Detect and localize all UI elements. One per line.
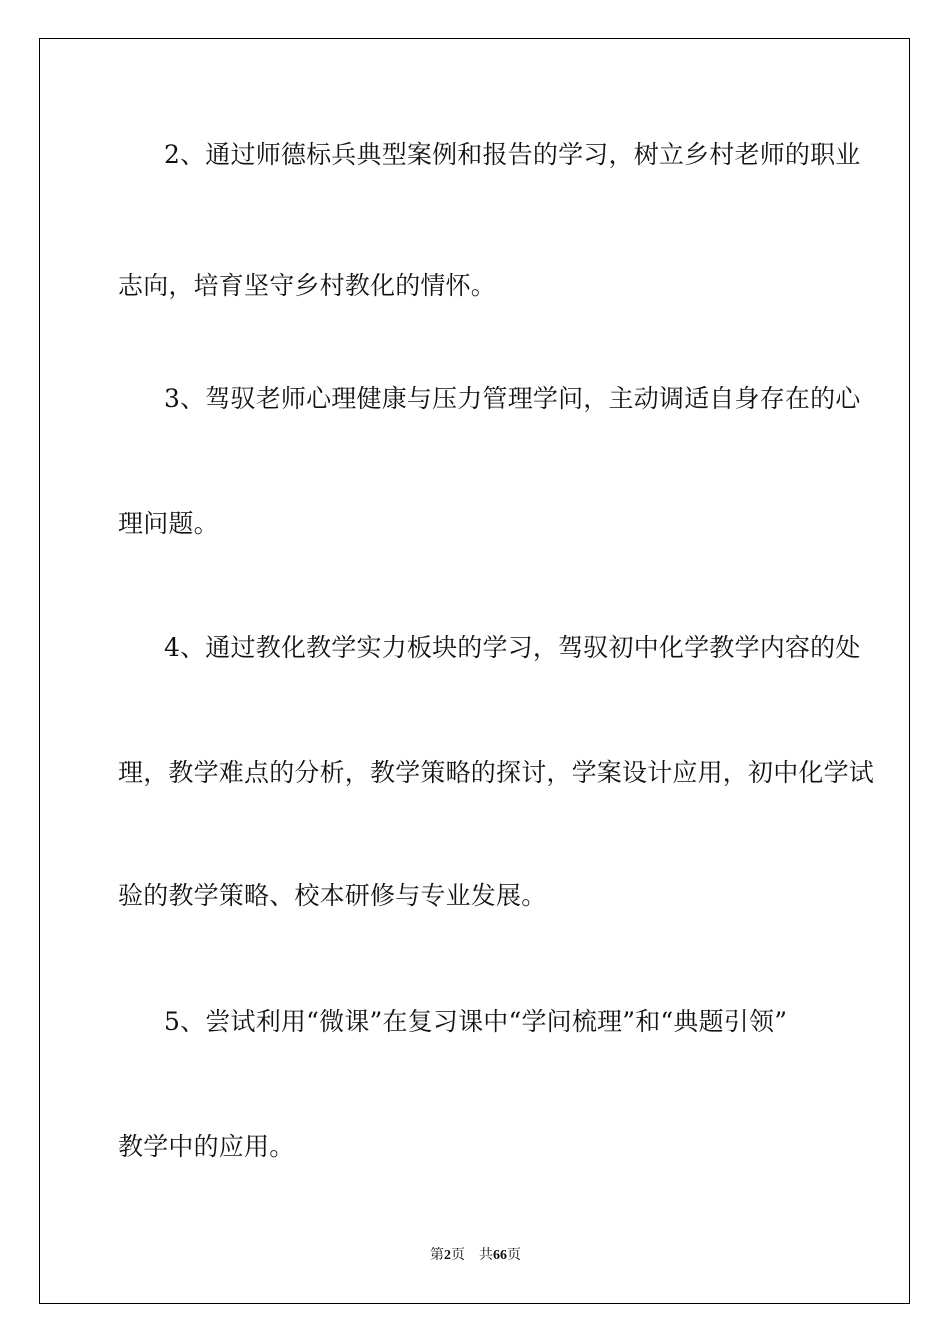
footer-page-number: 2 xyxy=(444,1248,451,1263)
footer-total-pages: 66 xyxy=(493,1248,507,1263)
footer-page-suffix: 页 xyxy=(451,1248,465,1263)
page-border xyxy=(39,38,910,1304)
paragraph-4-line-3: 验的教学策略、校本研修与专业发展。 xyxy=(118,881,547,910)
paragraph-5-line-2: 教学中的应用。 xyxy=(118,1132,295,1161)
paragraph-3-line-1: 3、驾驭老师心理健康与压力管理学问，主动调适自身存在的心 xyxy=(164,384,861,413)
page-footer xyxy=(40,1247,911,1265)
paragraph-4-line-1: 4、通过教化教学实力板块的学习，驾驭初中化学教学内容的处 xyxy=(164,633,861,662)
footer-total-prefix: 共 xyxy=(479,1248,493,1263)
footer-total-suffix: 页 xyxy=(507,1248,521,1263)
paragraph-3-line-2: 理问题。 xyxy=(118,509,219,538)
paragraph-5-line-1: 5、尝试利用“微课”在复习课中“学问梳理”和“典题引领” xyxy=(164,1007,788,1036)
paragraph-2-line-1: 2、通过师德标兵典型案例和报告的学习，树立乡村老师的职业 xyxy=(164,140,861,169)
paragraph-2-line-2: 志向，培育坚守乡村教化的情怀。 xyxy=(118,271,497,300)
footer-page-prefix: 第 xyxy=(430,1248,444,1263)
paragraph-4-line-2: 理，教学难点的分析，教学策略的探讨，学案设计应用，初中化学试 xyxy=(118,758,875,787)
